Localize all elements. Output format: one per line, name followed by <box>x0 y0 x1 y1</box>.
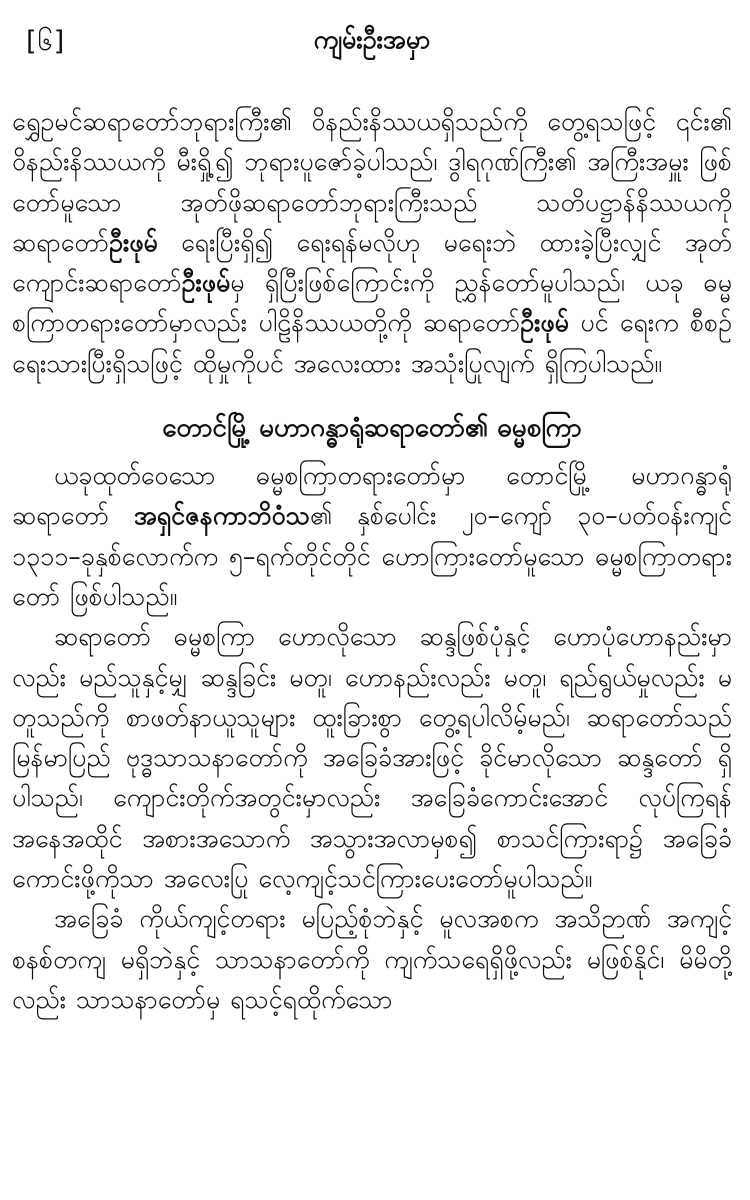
text-run: ရေးပြီးရှိ၍ ရေးရန်မလိုဟု မရေးဘဲ ထားခဲ့ပြီးလျှင် အုတ်ကျောင်းဆရာတော် <box>12 227 732 298</box>
section-paragraph-1 <box>12 456 732 617</box>
bold-name: ဦးဖုမ် <box>520 308 569 338</box>
text-run: ယခုထုတ်ဝေသော ဓမ္မစကြာတရားတော်မှာ တောင်မြို့ မဟာဂန္ဓာရုံဆရာတော် <box>12 461 732 531</box>
bold-name: ဦးဖုမ် <box>181 268 231 298</box>
running-title: ကျမ်းဦးအမှာ <box>313 25 431 54</box>
page-header <box>12 0 732 70</box>
text-run: ရွှေဥမင်ဆရာတော်ဘုရားကြီး၏ ဝိနည်းနိဿယရှိသည်ကို တွေ့ရသဖြင့် ၎င်း၏ ဝိနည်းနိဿယကို မီးရှို့၍ ဘုရားပူဇော်ခဲ့ပါသည်၊ ဒွါရဂုဏ်ကြီး၏ အကြီးအမှူး ဖြစ်တော်မူသော အုတ်ဖိုဆရာတော်ဘုရားကြီးသည် သတိပဋ္ဌာန်နိဿယကို ဆရာတော် <box>12 107 732 257</box>
bold-name: ဦးဖုမ် <box>109 227 158 257</box>
section-paragraph-2: ဆရာတော် ဓမ္မစကြာ ဟောလိုသော ဆန္ဒဖြစ်ပုံနှင့် ဟောပုံဟောနည်းမှာလည်း မည်သူနှင့်မျှ ဆန္ဒခြင်း မတူ၊ ဟောနည်းလည်း မတူ၊ ရည်ရွယ်မှုလည်း မတူသည်ကို စာဖတ်နာယူသူများ ထူးခြားစွာ တွေ့ရပါလိမ့်မည်၊ ဆရာတော်သည် မြန်မာပြည် ဗုဒ္ဓသာသနာတော်ကို အခြေခံအားဖြင့် ခိုင်မာလိုသော ဆန္ဒတော် ရှိပါသည်၊ ကျောင်းတိုက်အတွင်းမှာလည်း အခြေခံကောင်းအောင် လုပ်ကြရန် အနေအထိုင် အစားအသောက် အသွားအလာမှစ၍ စာသင်ကြားရာ၌ အခြေခံကောင်းဖို့ကိုသာ အလေးပြု လေ့ကျင့်သင်ကြားပေးတော်မူပါသည်။ <box>12 622 732 894</box>
section-heading: တောင်မြို့ မဟာဂန္ဓာရုံဆရာတော်၏ ဓမ္မစကြာ <box>162 413 582 444</box>
page-number: [၆] <box>26 26 66 57</box>
bold-name: အရှင်ဇနကာဘိဝံသ <box>133 501 310 531</box>
intro-paragraph <box>12 102 732 384</box>
text-run: မှ ရှိပြီးဖြစ်ကြောင်းကို ညွှန်တော်မူပါသည်၊ ယခု ဓမ္မစကြာတရားတော်မှာလည်း ပါဠိနိဿယတို့ကို ဆရာတော် <box>12 268 732 338</box>
section-paragraph-3: အခြေခံ ကိုယ်ကျင့်တရား မပြည့်စုံဘဲနှင့် မူလအစက အသိဉာဏ် အကျင့်စနစ်တကျ မရှိဘဲနှင့် သာသနာတော်ကို ကျက်သရေရှိဖို့လည်း မဖြစ်နိုင်၊ မိမိတို့လည်း သာသနာတော်မှ ရသင့်ရထိုက်သော <box>12 904 732 1014</box>
text-run: ပင် ရေးက စီစဉ်ရေးသားပြီးရှိသဖြင့် ထိုမှုကိုပင် အလေးထား အသုံးပြုလျက် ရှိကြပါသည်။ <box>12 308 732 378</box>
text-run: ၏ နှစ်ပေါင်း ၂၀–ကျော် ၃၀–ပတ်ဝန်းကျင် ၁၃၁၁–ခုနှစ်လောက်က ၅–ရက်တိုင်တိုင် ဟောကြားတော်မူသော ဓမ္မစကြာတရားတော် ဖြစ်ပါသည်။ <box>12 501 732 611</box>
